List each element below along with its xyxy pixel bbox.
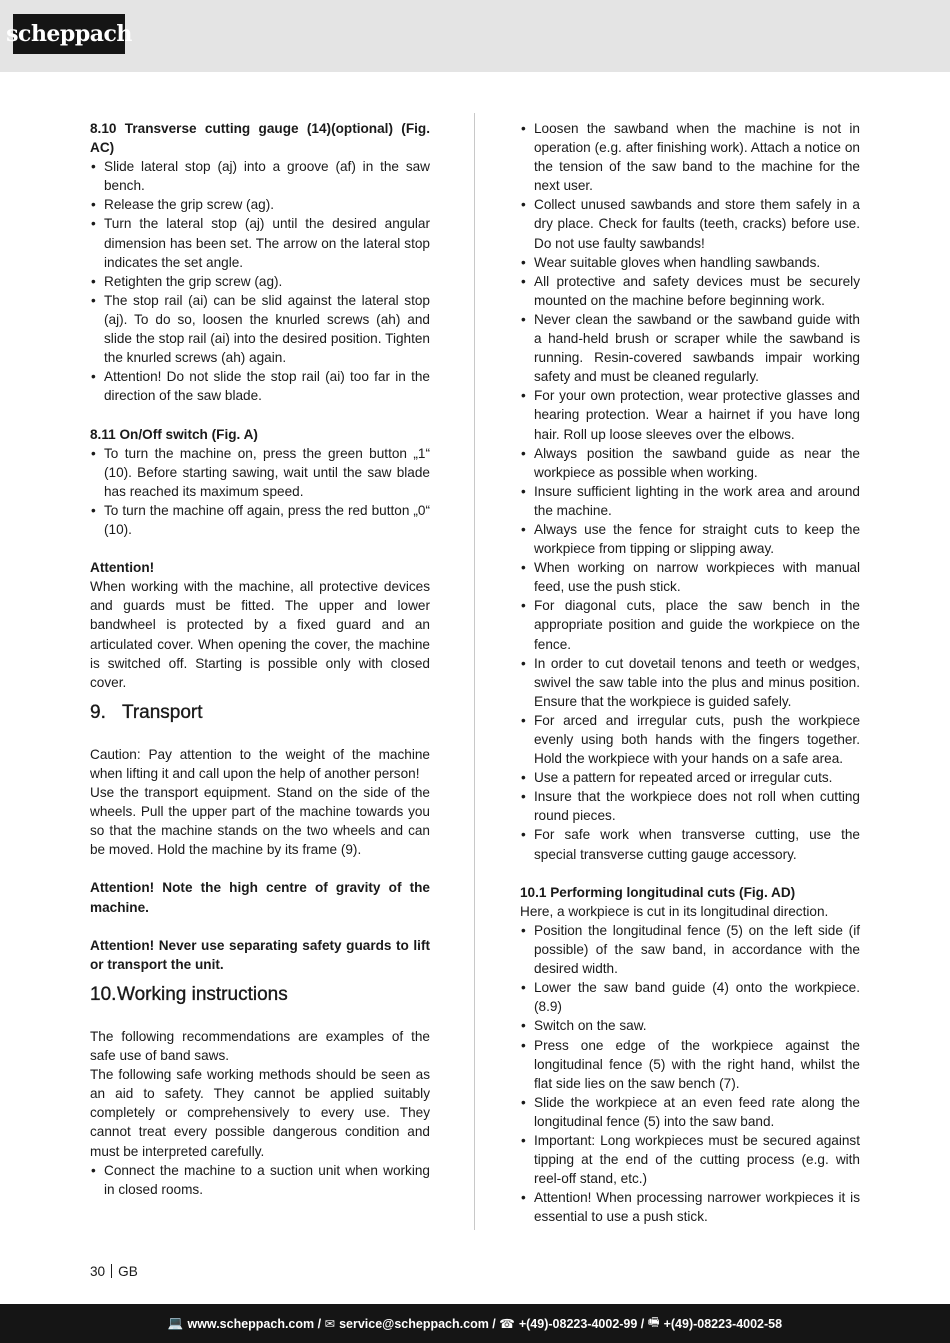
bullet-list-safety — [520, 119, 860, 864]
section-heading-8-10: 8.10 Transverse cutting gauge (14)(optional) (Fig. AC) — [90, 121, 430, 156]
list-item: • Always position the sawband guide as near the workpiece as possible when working. — [520, 444, 860, 482]
list-item: • Switch on the saw. — [520, 1016, 860, 1035]
brand-logo: scheppach — [13, 14, 125, 54]
working-methods: The following safe working methods should be seen as an aid to safety. They cannot be applied suitably completely or comprehensively to every use. They cannot treat every possible dangerous condition and must be interpreted carefully. — [90, 1067, 430, 1159]
list-item: • Lower the saw band guide (4) onto the workpiece. (8.9) — [520, 978, 860, 1016]
footer-phone: +(49)-08223-4002-99 / — [518, 1316, 645, 1331]
attention-heading: Attention! — [90, 560, 155, 576]
list-item: • Use a pattern for repeated arced or irregular cuts. — [520, 768, 860, 787]
list-item: • Always use the fence for straight cuts to keep the workpiece from tipping or slipping away. — [520, 520, 860, 558]
list-item: • The stop rail (ai) can be slid against the lateral stop (aj). To do so, loosen the knurled screws (ah) and slide the stop rail (ai) into the desired position. Tighten the knurled screws (ah) again. — [90, 291, 430, 367]
bullet-list-8-10 — [90, 157, 430, 405]
attention-text: When working with the machine, all protective devices and guards must be fitted. The upper and lower bandwheel is protected by a fixed guard and an articulated cover. When opening the cover, the machine is switched off. Starting is possible only with closed cover. — [90, 579, 430, 690]
fax-icon: 🖷 — [647, 1315, 660, 1329]
bullet-list-working — [90, 1161, 430, 1199]
section-heading-10-1: 10.1 Performing longitudinal cuts (Fig. AD) — [520, 884, 796, 900]
transport-warning-guards: Attention! Never use separating safety guards to lift or transport the unit. — [90, 937, 430, 972]
longitudinal-intro: Here, a workpiece is cut in its longitudinal direction. — [520, 903, 829, 919]
transport-instructions: Use the transport equipment. Stand on the side of the wheels. Pull the upper part of the machine towards you so that the machine stands on the two wheels and can be moved. Hold the machine by its frame (9). — [90, 785, 430, 858]
list-item: • Collect unused sawbands and store them safely in a dry place. Check for faults (teeth, cracks) before use. Do not use faulty sawbands! — [520, 195, 860, 252]
computer-icon: 💻 — [167, 1316, 184, 1330]
footer-website[interactable]: www.scheppach.com / — [187, 1316, 322, 1331]
list-item: • All protective and safety devices must be securely mounted on the machine before beginning work. — [520, 272, 860, 310]
list-item: • To turn the machine on, press the green button „1“ (10). Before starting sawing, wait until the saw blade has reached its maximum speed. — [90, 444, 430, 501]
list-item: • Retighten the grip screw (ag). — [90, 272, 430, 291]
footer-fax: +(49)-08223-4002-58 — [663, 1316, 783, 1331]
list-item: • Press one edge of the workpiece against the longitudinal fence (5) with the right hand, whilst the flat side lies on the saw bench (7). — [520, 1036, 860, 1093]
section-title-working-instructions: 10.Working instructions — [90, 983, 288, 1005]
page-number: 30 GB — [90, 1264, 138, 1279]
list-item: • Attention! When processing narrower workpieces it is essential to use a push stick. — [520, 1188, 860, 1226]
list-item: • For safe work when transverse cutting, use the special transverse cutting gauge accessory. — [520, 825, 860, 863]
mail-icon: ✉ — [324, 1317, 336, 1331]
right-column — [520, 119, 860, 1226]
list-item: • In order to cut dovetail tenons and teeth or wedges, swivel the saw table into the plus and minus position. Ensure that the workpiece is guided safely. — [520, 654, 860, 711]
header-bar — [0, 0, 950, 72]
list-item: • For diagonal cuts, place the saw bench in the appropriate position and guide the workpiece on the fence. — [520, 596, 860, 653]
phone-icon: ☎ — [499, 1317, 515, 1331]
section-title-transport: 9. Transport — [90, 701, 203, 723]
transport-warning-gravity: Attention! Note the high centre of gravity of the machine. — [90, 880, 430, 915]
list-item: • Slide lateral stop (aj) into a groove (af) in the saw bench. — [90, 157, 430, 195]
list-item: • Attention! Do not slide the stop rail (ai) too far in the direction of the saw blade. — [90, 367, 430, 405]
list-item: • Position the longitudinal fence (5) on the left side (if possible) of the saw band, in accordance with the desired width. — [520, 921, 860, 978]
list-item: • Loosen the sawband when the machine is not in operation (e.g. after finishing work). Attach a notice on the tension of the saw band to the machine for the next user. — [520, 119, 860, 195]
section-heading-8-11: 8.11 On/Off switch (Fig. A) — [90, 426, 258, 442]
list-item: • Release the grip screw (ag). — [90, 195, 430, 214]
left-column — [90, 119, 430, 1199]
list-item: • Insure that the workpiece does not roll when cutting round pieces. — [520, 787, 860, 825]
list-item: • Connect the machine to a suction unit when working in closed rooms. — [90, 1161, 430, 1199]
list-item: • Turn the lateral stop (aj) until the desired angular dimension has been set. The arrow on the lateral stop indicates the set angle. — [90, 214, 430, 271]
footer-bar — [0, 1304, 950, 1343]
list-item: • To turn the machine off again, press the red button „0“ (10). — [90, 501, 430, 539]
list-item: • When working on narrow workpieces with manual feed, use the push stick. — [520, 558, 860, 596]
footer-email[interactable]: service@scheppach.com / — [339, 1316, 496, 1331]
bullet-list-8-11 — [90, 444, 430, 539]
list-item: • Never clean the sawband or the sawband guide with a hand-held brush or scraper while the sawband is running. Resin-covered sawbands impair working safety and must be cleaned regularly. — [520, 310, 860, 386]
bullet-list-10-1 — [520, 921, 860, 1227]
list-item: • Important: Long workpieces must be secured against tipping at the end of the cutting process (e.g. with reel-off stand, etc.) — [520, 1131, 860, 1188]
column-divider — [474, 113, 475, 1230]
list-item: • Slide the workpiece at an even feed rate along the longitudinal fence (5) into the saw band. — [520, 1093, 860, 1131]
working-intro: The following recommendations are examples of the safe use of band saws. — [90, 1028, 430, 1064]
transport-caution: Caution: Pay attention to the weight of the machine when lifting it and call upon the help of another person! — [90, 746, 430, 781]
list-item: • For arced and irregular cuts, push the workpiece evenly using both hands with the fingers together. Hold the workpiece with your hands on a safe area. — [520, 711, 860, 768]
list-item: • For your own protection, wear protective glasses and hearing protection. Wear a hairnet if you have long hair. Roll up loose sleeves over the elbows. — [520, 386, 860, 443]
list-item: • Wear suitable gloves when handling sawbands. — [520, 253, 860, 272]
list-item: • Insure sufficient lighting in the work area and around the machine. — [520, 482, 860, 520]
